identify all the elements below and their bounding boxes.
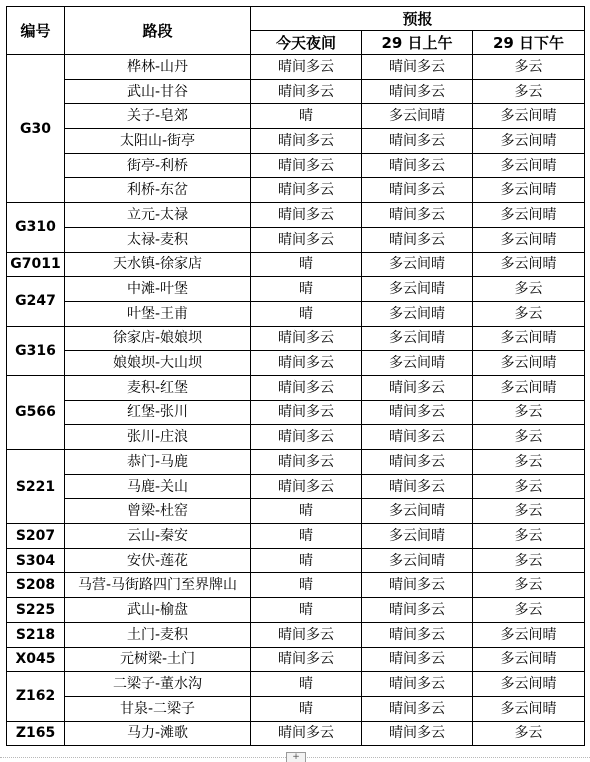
forecast-cell-tonight: 晴间多云 — [251, 425, 362, 450]
table-row — [7, 499, 585, 524]
table-row — [7, 153, 585, 178]
road-code-cell: G7011 — [7, 252, 65, 277]
segment-cell: 徐家店-娘娘坝 — [65, 326, 251, 351]
segment-cell: 利桥-东岔 — [65, 178, 251, 203]
table-row — [7, 301, 585, 326]
table-row — [7, 277, 585, 302]
forecast-cell-tonight: 晴 — [251, 301, 362, 326]
forecast-cell-afternoon: 多云 — [473, 277, 585, 302]
road-code-cell: S218 — [7, 622, 65, 647]
forecast-cell-tonight: 晴 — [251, 499, 362, 524]
table-row — [7, 129, 585, 154]
segment-cell: 马鹿-关山 — [65, 474, 251, 499]
road-code-cell: Z165 — [7, 721, 65, 746]
road-code-cell: G247 — [7, 277, 65, 326]
forecast-cell-tonight: 晴 — [251, 104, 362, 129]
table-row — [7, 450, 585, 475]
forecast-cell-afternoon: 多云间晴 — [473, 351, 585, 376]
road-code-cell: S221 — [7, 450, 65, 524]
table-row — [7, 79, 585, 104]
segment-cell: 街亭-利桥 — [65, 153, 251, 178]
road-code-cell: X045 — [7, 647, 65, 672]
forecast-cell-tonight: 晴 — [251, 696, 362, 721]
forecast-cell-morning: 多云间晴 — [362, 326, 473, 351]
forecast-cell-morning: 晴间多云 — [362, 203, 473, 228]
forecast-cell-afternoon: 多云间晴 — [473, 153, 585, 178]
forecast-cell-tonight: 晴 — [251, 277, 362, 302]
forecast-cell-afternoon: 多云间晴 — [473, 375, 585, 400]
forecast-cell-morning: 多云间晴 — [362, 548, 473, 573]
forecast-cell-tonight: 晴间多云 — [251, 178, 362, 203]
forecast-cell-afternoon: 多云 — [473, 548, 585, 573]
forecast-cell-morning: 多云间晴 — [362, 499, 473, 524]
segment-cell: 甘泉-二梁子 — [65, 696, 251, 721]
segment-cell: 元树梁-土门 — [65, 647, 251, 672]
segment-cell: 天水镇-徐家店 — [65, 252, 251, 277]
segment-cell: 武山-甘谷 — [65, 79, 251, 104]
table-row — [7, 672, 585, 697]
segment-cell: 土门-麦积 — [65, 622, 251, 647]
forecast-cell-afternoon: 多云间晴 — [473, 203, 585, 228]
forecast-cell-afternoon: 多云间晴 — [473, 672, 585, 697]
table-row — [7, 400, 585, 425]
forecast-cell-tonight: 晴 — [251, 548, 362, 573]
forecast-cell-morning: 晴间多云 — [362, 450, 473, 475]
forecast-cell-morning: 多云间晴 — [362, 277, 473, 302]
forecast-cell-afternoon: 多云 — [473, 499, 585, 524]
road-code-cell: Z162 — [7, 672, 65, 721]
road-code-cell: G310 — [7, 203, 65, 252]
table-row — [7, 524, 585, 549]
forecast-cell-morning: 晴间多云 — [362, 79, 473, 104]
forecast-cell-tonight: 晴间多云 — [251, 153, 362, 178]
forecast-cell-tonight: 晴间多云 — [251, 227, 362, 252]
forecast-cell-morning: 晴间多云 — [362, 696, 473, 721]
table-body — [7, 55, 585, 746]
segment-cell: 恭门-马鹿 — [65, 450, 251, 475]
forecast-cell-tonight: 晴 — [251, 598, 362, 623]
road-code-cell: S225 — [7, 598, 65, 623]
table-row — [7, 425, 585, 450]
forecast-cell-afternoon: 多云 — [473, 450, 585, 475]
forecast-cell-morning: 多云间晴 — [362, 301, 473, 326]
forecast-cell-afternoon: 多云间晴 — [473, 647, 585, 672]
header-code: 编号 — [7, 7, 65, 55]
forecast-cell-tonight: 晴间多云 — [251, 79, 362, 104]
forecast-cell-tonight: 晴 — [251, 524, 362, 549]
segment-cell: 太阳山-街亭 — [65, 129, 251, 154]
forecast-cell-afternoon: 多云间晴 — [473, 129, 585, 154]
forecast-cell-tonight: 晴间多云 — [251, 474, 362, 499]
forecast-cell-afternoon: 多云间晴 — [473, 178, 585, 203]
forecast-cell-tonight: 晴间多云 — [251, 351, 362, 376]
forecast-cell-morning: 晴间多云 — [362, 425, 473, 450]
forecast-cell-morning: 多云间晴 — [362, 524, 473, 549]
segment-cell: 中滩-叶堡 — [65, 277, 251, 302]
forecast-cell-morning: 多云间晴 — [362, 252, 473, 277]
forecast-cell-afternoon: 多云间晴 — [473, 104, 585, 129]
forecast-cell-afternoon: 多云 — [473, 598, 585, 623]
segment-cell: 关子-皂郊 — [65, 104, 251, 129]
sheet-add-tab[interactable]: + — [286, 752, 306, 762]
forecast-cell-morning: 晴间多云 — [362, 227, 473, 252]
table-row — [7, 647, 585, 672]
forecast-cell-tonight: 晴间多云 — [251, 326, 362, 351]
table-row — [7, 696, 585, 721]
forecast-cell-tonight: 晴间多云 — [251, 55, 362, 80]
forecast-cell-morning: 晴间多云 — [362, 400, 473, 425]
forecast-cell-morning: 晴间多云 — [362, 598, 473, 623]
forecast-cell-morning: 晴间多云 — [362, 178, 473, 203]
forecast-cell-afternoon: 多云间晴 — [473, 252, 585, 277]
table-row — [7, 474, 585, 499]
segment-cell: 马力-滩歌 — [65, 721, 251, 746]
table-row — [7, 55, 585, 80]
forecast-cell-morning: 晴间多云 — [362, 721, 473, 746]
table-row — [7, 548, 585, 573]
forecast-cell-morning: 晴间多云 — [362, 622, 473, 647]
header-segment: 路段 — [65, 7, 251, 55]
road-code-cell: G566 — [7, 375, 65, 449]
segment-cell: 叶堡-王甫 — [65, 301, 251, 326]
forecast-cell-afternoon: 多云 — [473, 721, 585, 746]
segment-cell: 二梁子-董水沟 — [65, 672, 251, 697]
segment-cell: 武山-榆盘 — [65, 598, 251, 623]
header-period-tonight: 今天夜间 — [251, 31, 362, 55]
forecast-cell-morning: 晴间多云 — [362, 672, 473, 697]
segment-cell: 曾梁-杜窑 — [65, 499, 251, 524]
forecast-cell-afternoon: 多云间晴 — [473, 622, 585, 647]
header-forecast: 预报 — [251, 7, 585, 31]
forecast-cell-afternoon: 多云间晴 — [473, 227, 585, 252]
forecast-cell-tonight: 晴间多云 — [251, 400, 362, 425]
forecast-cell-afternoon: 多云 — [473, 474, 585, 499]
forecast-cell-tonight: 晴间多云 — [251, 721, 362, 746]
forecast-cell-morning: 晴间多云 — [362, 153, 473, 178]
road-code-cell: S207 — [7, 524, 65, 549]
segment-cell: 张川-庄浪 — [65, 425, 251, 450]
segment-cell: 安伏-莲花 — [65, 548, 251, 573]
table-row — [7, 721, 585, 746]
road-code-cell: S304 — [7, 548, 65, 573]
forecast-cell-afternoon: 多云间晴 — [473, 326, 585, 351]
forecast-cell-tonight: 晴间多云 — [251, 375, 362, 400]
forecast-cell-morning: 晴间多云 — [362, 375, 473, 400]
forecast-cell-afternoon: 多云 — [473, 301, 585, 326]
forecast-cell-afternoon: 多云 — [473, 79, 585, 104]
table-row — [7, 351, 585, 376]
forecast-table — [6, 6, 585, 746]
segment-cell: 桦林-山丹 — [65, 55, 251, 80]
table-row — [7, 203, 585, 228]
table-row — [7, 104, 585, 129]
segment-cell: 红堡-张川 — [65, 400, 251, 425]
table-row — [7, 598, 585, 623]
forecast-cell-tonight: 晴间多云 — [251, 450, 362, 475]
road-code-cell: G30 — [7, 55, 65, 203]
table-row — [7, 375, 585, 400]
table-row — [7, 178, 585, 203]
road-code-cell: S208 — [7, 573, 65, 598]
table-row — [7, 227, 585, 252]
forecast-cell-morning: 晴间多云 — [362, 129, 473, 154]
segment-cell: 云山-秦安 — [65, 524, 251, 549]
forecast-cell-tonight: 晴 — [251, 252, 362, 277]
table-row — [7, 326, 585, 351]
forecast-cell-tonight: 晴 — [251, 573, 362, 598]
segment-cell: 娘娘坝-大山坝 — [65, 351, 251, 376]
header-period-morning: 29 日上午 — [362, 31, 473, 55]
forecast-cell-afternoon: 多云 — [473, 524, 585, 549]
forecast-cell-afternoon: 多云 — [473, 400, 585, 425]
forecast-cell-morning: 晴间多云 — [362, 647, 473, 672]
segment-cell: 太禄-麦积 — [65, 227, 251, 252]
segment-cell: 麦积-红堡 — [65, 375, 251, 400]
road-code-cell: G316 — [7, 326, 65, 375]
header-period-afternoon: 29 日下午 — [473, 31, 585, 55]
forecast-cell-tonight: 晴间多云 — [251, 647, 362, 672]
forecast-cell-afternoon: 多云间晴 — [473, 696, 585, 721]
segment-cell: 马营-马街路四门至界牌山 — [65, 573, 251, 598]
forecast-cell-morning: 多云间晴 — [362, 351, 473, 376]
forecast-cell-morning: 晴间多云 — [362, 474, 473, 499]
segment-cell: 立元-太禄 — [65, 203, 251, 228]
forecast-cell-tonight: 晴 — [251, 672, 362, 697]
forecast-cell-afternoon: 多云 — [473, 425, 585, 450]
forecast-cell-morning: 晴间多云 — [362, 55, 473, 80]
forecast-cell-morning: 晴间多云 — [362, 573, 473, 598]
forecast-cell-afternoon: 多云 — [473, 55, 585, 80]
forecast-cell-afternoon: 多云 — [473, 573, 585, 598]
forecast-cell-morning: 多云间晴 — [362, 104, 473, 129]
table-row — [7, 573, 585, 598]
forecast-cell-tonight: 晴间多云 — [251, 129, 362, 154]
table-row — [7, 252, 585, 277]
table-row — [7, 622, 585, 647]
forecast-cell-tonight: 晴间多云 — [251, 622, 362, 647]
forecast-cell-tonight: 晴间多云 — [251, 203, 362, 228]
